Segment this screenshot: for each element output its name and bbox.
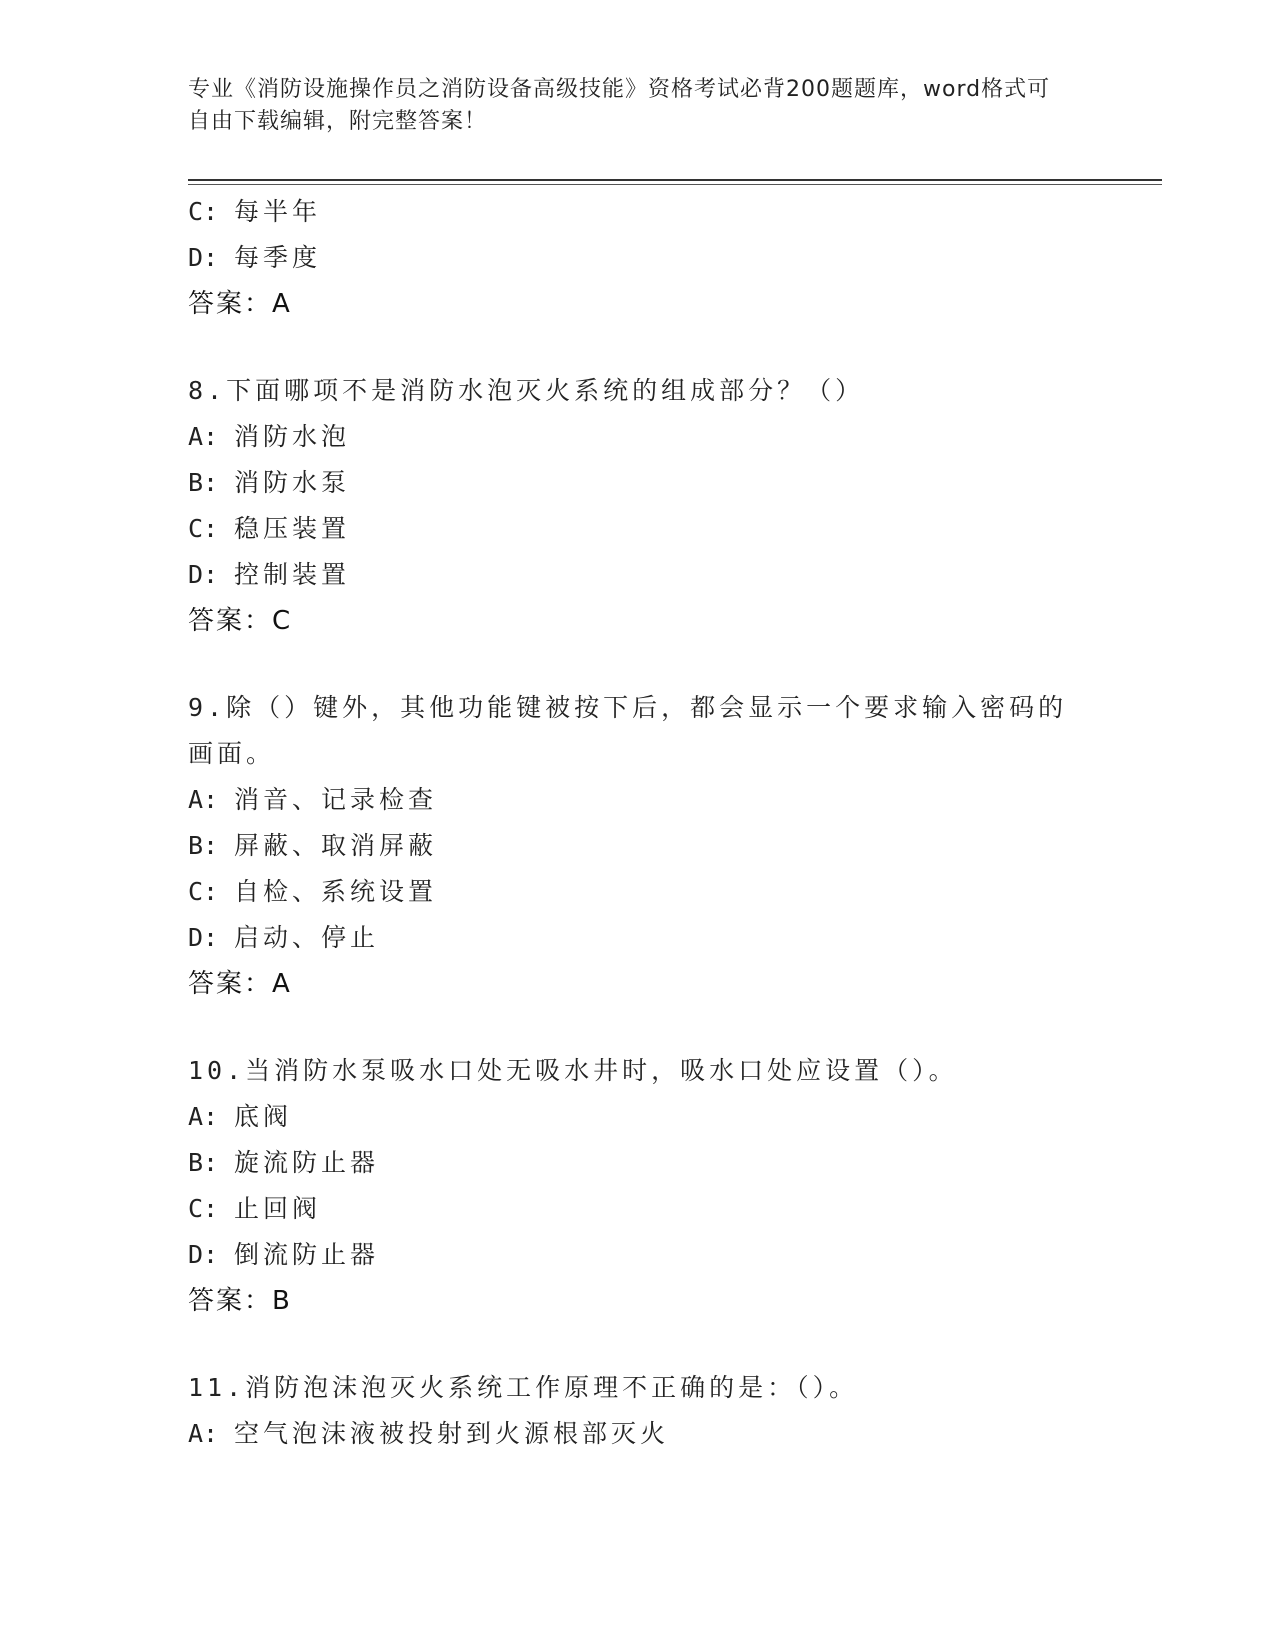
question-content [188,189,1088,1457]
option-text: 稳压装置 [234,514,351,543]
option-label: B: [188,468,219,497]
option-label: A: [188,422,219,451]
option-text: 空气泡沫液被投射到火源根部灭火 [234,1419,670,1448]
question-stem: 11.消防泡沫泡灭火系统工作原理不正确的是：（）。 [188,1373,859,1402]
question-11 [188,1365,1088,1457]
option-label: C: [188,514,219,543]
option-line [188,1411,1088,1457]
option-text: 止回阀 [234,1194,322,1223]
option-text: 控制装置 [234,560,351,589]
option-line [188,1232,1088,1278]
header-divider-thick [188,179,1162,181]
option-label: D: [188,1240,219,1269]
option-line [188,777,1088,823]
prev-question-tail [188,189,1088,327]
option-line [188,915,1088,961]
option-text: 每半年 [234,197,322,226]
option-line [188,235,1088,281]
question-stem: 10.当消防水泵吸水口处无吸水井时，吸水口处应设置（）。 [188,1056,958,1085]
option-text: 自检、系统设置 [234,877,438,906]
option-label: D: [188,560,219,589]
option-text: 旋流防止器 [234,1148,380,1177]
option-text: 启动、停止 [234,923,380,952]
option-text: 底阀 [234,1102,293,1131]
option-line [188,414,1088,460]
option-text: 消防水泡 [234,422,351,451]
option-text: 消防水泵 [234,468,351,497]
option-line [188,1140,1088,1186]
option-line [188,869,1088,915]
option-label: A: [188,1419,219,1448]
option-line [188,1186,1088,1232]
option-label: D: [188,923,219,952]
option-line [188,189,1088,235]
question-stem: 9.除（）键外，其他功能键被按下后，都会显示一个要求输入密码的 [188,693,1068,722]
question-stem: 8.下面哪项不是消防水泡灭火系统的组成部分？（） [188,376,865,405]
option-line [188,506,1088,552]
answer-line: 答案：C [188,606,293,636]
header-divider-thin [188,184,1162,185]
option-label: C: [188,197,219,226]
option-line [188,460,1088,506]
option-label: B: [188,1148,219,1177]
question-stem-continued: 画面。 [188,739,276,768]
option-text: 屏蔽、取消屏蔽 [234,831,438,860]
answer-line: 答案：B [188,1286,292,1316]
option-line [188,552,1088,598]
option-line [188,823,1088,869]
option-label: D: [188,243,219,272]
answer-line: 答案：A [188,289,292,319]
option-line [188,1094,1088,1140]
option-label: C: [188,1194,219,1223]
option-text: 消音、记录检查 [234,785,438,814]
option-text: 每季度 [234,243,322,272]
option-label: A: [188,785,219,814]
option-label: C: [188,877,219,906]
answer-line: 答案：A [188,969,292,999]
option-label: B: [188,831,219,860]
option-label: A: [188,1102,219,1131]
question-10 [188,1048,1088,1324]
question-9 [188,685,1088,1007]
option-text: 倒流防止器 [234,1240,380,1269]
document-header: 专业《消防设施操作员之消防设备高级技能》资格考试必背200题题库，word格式可自由下载编辑，附完整答案！ [188,77,1051,134]
question-8 [188,368,1088,644]
